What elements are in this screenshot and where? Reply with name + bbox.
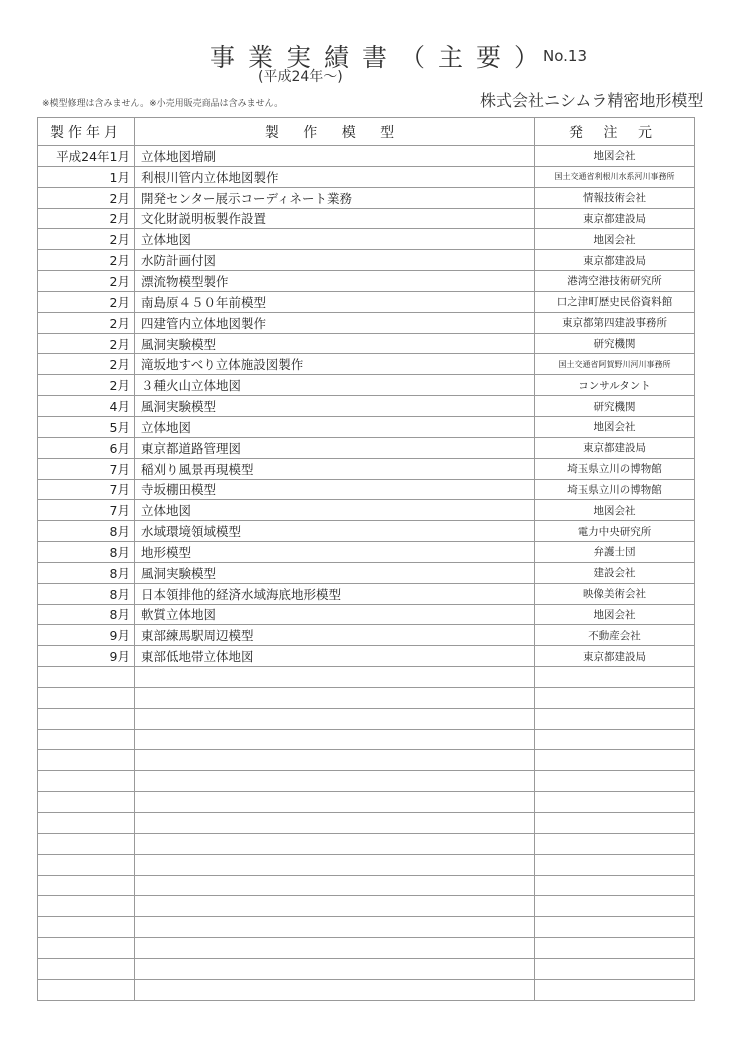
row-client: 地図会社: [535, 229, 695, 250]
row-date: 6月: [38, 437, 135, 458]
row-model: 四建管内立体地図製作: [135, 312, 535, 333]
row-client: 口之津町歴史民俗資料館: [535, 291, 695, 312]
row-client: 地図会社: [535, 146, 695, 167]
row-client: 地図会社: [535, 604, 695, 625]
empty-row: [38, 771, 695, 792]
row-date: 2月: [38, 271, 135, 292]
empty-cell: [535, 938, 695, 959]
row-date: 8月: [38, 562, 135, 583]
table-row: [38, 354, 695, 375]
empty-cell: [38, 813, 135, 834]
empty-cell: [535, 687, 695, 708]
table-row: [38, 437, 695, 458]
table-row: [38, 291, 695, 312]
empty-cell: [135, 750, 535, 771]
empty-cell: [135, 896, 535, 917]
row-date: 2月: [38, 229, 135, 250]
row-model: 南島原４５０年前模型: [135, 291, 535, 312]
row-date: 9月: [38, 625, 135, 646]
row-date: 8月: [38, 542, 135, 563]
achievements-table: [37, 117, 695, 1001]
row-client: 地図会社: [535, 416, 695, 437]
row-model: 寺坂棚田模型: [135, 479, 535, 500]
empty-cell: [38, 708, 135, 729]
row-model: 利根川管内立体地図製作: [135, 166, 535, 187]
empty-cell: [38, 687, 135, 708]
row-model: 地形模型: [135, 542, 535, 563]
table-row: [38, 542, 695, 563]
row-model: 稲刈り風景再現模型: [135, 458, 535, 479]
row-date: 2月: [38, 291, 135, 312]
row-model: 東京都道路管理図: [135, 437, 535, 458]
empty-cell: [135, 854, 535, 875]
row-date: 7月: [38, 500, 135, 521]
column-header-model: 製 作 模 型: [135, 118, 535, 146]
table-row: [38, 229, 695, 250]
empty-cell: [135, 708, 535, 729]
empty-cell: [38, 792, 135, 813]
row-model: 東部練馬駅周辺模型: [135, 625, 535, 646]
empty-row: [38, 708, 695, 729]
row-client: 国土交通省利根川水系河川事務所: [535, 166, 695, 187]
empty-cell: [38, 938, 135, 959]
row-client: 映像美術会社: [535, 583, 695, 604]
empty-cell: [535, 667, 695, 688]
row-model: 日本領排他的経済水域海底地形模型: [135, 583, 535, 604]
empty-row: [38, 979, 695, 1000]
row-date: 2月: [38, 208, 135, 229]
empty-cell: [135, 667, 535, 688]
row-date: 5月: [38, 416, 135, 437]
table-row: [38, 166, 695, 187]
row-model: 立体地図: [135, 416, 535, 437]
row-model: ３種火山立体地図: [135, 375, 535, 396]
row-model: 風洞実験模型: [135, 333, 535, 354]
empty-cell: [135, 979, 535, 1000]
empty-cell: [535, 729, 695, 750]
empty-cell: [535, 792, 695, 813]
empty-row: [38, 792, 695, 813]
row-date: 8月: [38, 521, 135, 542]
row-model: 立体地図: [135, 500, 535, 521]
row-date: 2月: [38, 312, 135, 333]
empty-cell: [135, 917, 535, 938]
document-number: No.13: [543, 47, 587, 65]
row-client: 研究機関: [535, 333, 695, 354]
row-date: 9月: [38, 646, 135, 667]
table-row: [38, 208, 695, 229]
row-date: 7月: [38, 479, 135, 500]
row-model: 漂流物模型製作: [135, 271, 535, 292]
empty-cell: [535, 833, 695, 854]
table-row: [38, 458, 695, 479]
table-row: [38, 271, 695, 292]
exclusion-note: ※模型修理は含みません。※小売用販売商品は含みません。: [42, 99, 284, 109]
row-model: 風洞実験模型: [135, 396, 535, 417]
empty-cell: [38, 896, 135, 917]
empty-row: [38, 958, 695, 979]
row-client: コンサルタント: [535, 375, 695, 396]
table-row: [38, 333, 695, 354]
row-model: 文化財説明板製作設置: [135, 208, 535, 229]
empty-cell: [38, 875, 135, 896]
row-date: 2月: [38, 333, 135, 354]
table-row: [38, 583, 695, 604]
empty-cell: [38, 917, 135, 938]
row-model: 軟質立体地図: [135, 604, 535, 625]
empty-cell: [535, 979, 695, 1000]
empty-row: [38, 833, 695, 854]
table-row: [38, 146, 695, 167]
empty-row: [38, 917, 695, 938]
document-title: 事業実績書（主要）: [210, 43, 553, 72]
empty-cell: [535, 771, 695, 792]
row-date: 2月: [38, 375, 135, 396]
empty-cell: [135, 792, 535, 813]
row-model: 立体地図: [135, 229, 535, 250]
row-client: 港湾空港技術研究所: [535, 271, 695, 292]
empty-cell: [135, 938, 535, 959]
empty-row: [38, 896, 695, 917]
row-model: 東部低地帯立体地図: [135, 646, 535, 667]
row-client: 不動産会社: [535, 625, 695, 646]
empty-row: [38, 854, 695, 875]
table-header-row: [38, 118, 695, 146]
row-date: 平成24年1月: [38, 146, 135, 167]
empty-cell: [38, 958, 135, 979]
row-model: 水防計画付図: [135, 250, 535, 271]
empty-cell: [38, 750, 135, 771]
empty-cell: [535, 708, 695, 729]
empty-cell: [135, 771, 535, 792]
empty-row: [38, 750, 695, 771]
table-row: [38, 521, 695, 542]
row-date: 8月: [38, 583, 135, 604]
empty-row: [38, 667, 695, 688]
table-row: [38, 250, 695, 271]
row-client: 東京都第四建設事務所: [535, 312, 695, 333]
table-row: [38, 416, 695, 437]
empty-row: [38, 938, 695, 959]
empty-cell: [535, 750, 695, 771]
row-date: 4月: [38, 396, 135, 417]
empty-row: [38, 687, 695, 708]
table-row: [38, 562, 695, 583]
row-client: 地図会社: [535, 500, 695, 521]
row-client: 弁護士団: [535, 542, 695, 563]
empty-cell: [535, 875, 695, 896]
empty-cell: [535, 917, 695, 938]
row-client: 国土交通省阿賀野川河川事務所: [535, 354, 695, 375]
empty-cell: [535, 896, 695, 917]
row-model: 滝坂地すべり立体施設図製作: [135, 354, 535, 375]
table-row: [38, 396, 695, 417]
table-row: [38, 646, 695, 667]
table-row: [38, 604, 695, 625]
empty-cell: [135, 833, 535, 854]
row-date: 2月: [38, 354, 135, 375]
row-client: 東京都建設局: [535, 437, 695, 458]
table-row: [38, 625, 695, 646]
row-date: 8月: [38, 604, 135, 625]
row-client: 埼玉県立川の博物館: [535, 458, 695, 479]
row-model: 水域環境領域模型: [135, 521, 535, 542]
row-date: 2月: [38, 250, 135, 271]
row-model: 開発センター展示コーディネート業務: [135, 187, 535, 208]
table-row: [38, 500, 695, 521]
row-client: 電力中央研究所: [535, 521, 695, 542]
empty-cell: [535, 958, 695, 979]
table-row: [38, 312, 695, 333]
empty-cell: [38, 854, 135, 875]
row-date: 1月: [38, 166, 135, 187]
empty-row: [38, 875, 695, 896]
empty-cell: [135, 958, 535, 979]
empty-cell: [38, 667, 135, 688]
empty-cell: [135, 813, 535, 834]
row-date: 7月: [38, 458, 135, 479]
empty-cell: [38, 771, 135, 792]
row-client: 建設会社: [535, 562, 695, 583]
empty-cell: [38, 833, 135, 854]
table-row: [38, 187, 695, 208]
row-date: 2月: [38, 187, 135, 208]
empty-row: [38, 813, 695, 834]
empty-cell: [38, 979, 135, 1000]
company-name: 株式会社ニシムラ精密地形模型: [480, 91, 704, 110]
empty-cell: [135, 729, 535, 750]
empty-cell: [38, 729, 135, 750]
empty-row: [38, 729, 695, 750]
column-header-date: 製作年月: [38, 118, 135, 146]
row-model: 立体地図増刷: [135, 146, 535, 167]
empty-cell: [535, 813, 695, 834]
table-row: [38, 375, 695, 396]
row-model: 風洞実験模型: [135, 562, 535, 583]
column-header-client: 発 注 元: [535, 118, 695, 146]
row-client: 東京都建設局: [535, 250, 695, 271]
row-client: 研究機関: [535, 396, 695, 417]
row-client: 埼玉県立川の博物館: [535, 479, 695, 500]
empty-cell: [135, 875, 535, 896]
row-client: 東京都建設局: [535, 208, 695, 229]
document-subtitle: (平成24年〜): [258, 69, 343, 85]
row-client: 東京都建設局: [535, 646, 695, 667]
empty-cell: [535, 854, 695, 875]
empty-cell: [135, 687, 535, 708]
table-row: [38, 479, 695, 500]
row-client: 情報技術会社: [535, 187, 695, 208]
